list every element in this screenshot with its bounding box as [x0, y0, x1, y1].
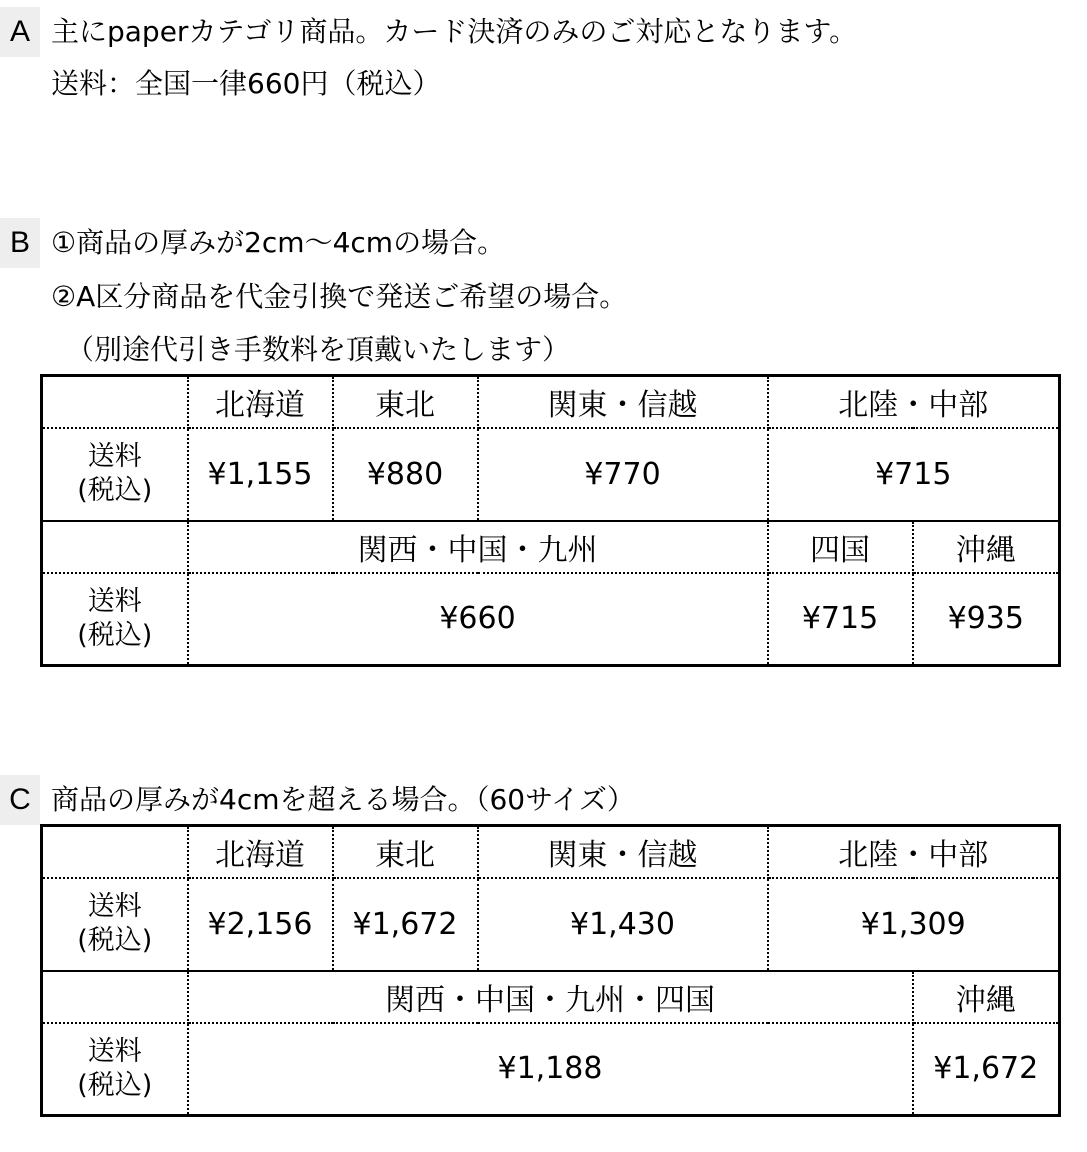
table-row — [42, 376, 1060, 428]
empty-cell — [42, 971, 188, 1023]
price-kanto-shinetsu: ¥1,430 — [478, 878, 768, 971]
region-hokkaido: 北海道 — [188, 826, 333, 878]
region-okinawa: 沖縄 — [913, 521, 1060, 573]
section-b-line-2: ②A区分商品を代金引換で発送ご希望の場合。 — [51, 280, 628, 313]
empty-cell — [42, 521, 188, 573]
section-a-line-1: 主にpaperカテゴリ商品。カード決済のみのご対応となります。 — [51, 15, 858, 48]
shipping-fee-label: 送料 (税込) — [42, 1023, 188, 1116]
empty-cell — [42, 376, 188, 428]
section-b-label: B — [0, 218, 40, 268]
section-b-line-3: （別途代引き手数料を頂戴いたします） — [66, 333, 571, 366]
shipping-fee-label: 送料 (税込) — [42, 878, 188, 971]
shipping-fee-label: 送料 (税込) — [42, 573, 188, 666]
empty-cell — [42, 826, 188, 878]
region-kanto-shinetsu: 関東・信越 — [478, 376, 768, 428]
region-kansai-chugoku-kyushu: 関西・中国・九州 — [188, 521, 768, 573]
price-tohoku: ¥880 — [333, 428, 478, 521]
shipping-fee-label: 送料 (税込) — [42, 428, 188, 521]
price-okinawa: ¥935 — [947, 601, 1024, 637]
section-a-label: A — [0, 7, 40, 57]
price-kansai-chugoku-kyushu: ¥660 — [188, 573, 768, 666]
region-hokkaido: 北海道 — [188, 376, 333, 428]
price-hokkaido: ¥2,156 — [188, 878, 333, 971]
table-row — [42, 573, 1060, 666]
price-hokkaido: ¥1,155 — [188, 428, 333, 521]
price-hokuriku-chubu: ¥1,309 — [860, 906, 966, 942]
table-row — [42, 878, 1060, 971]
region-tohoku: 東北 — [333, 376, 478, 428]
section-c-label: C — [0, 775, 40, 825]
region-kanto-shinetsu: 関東・信越 — [478, 826, 768, 878]
price-hokuriku-chubu: ¥715 — [875, 456, 952, 492]
table-row — [42, 971, 1060, 1023]
price-okinawa: ¥1,672 — [933, 1051, 1039, 1087]
region-hokuriku-chubu: 北陸・中部 — [768, 376, 1060, 428]
table-row — [42, 826, 1060, 878]
table-row — [42, 428, 1060, 521]
table-row — [42, 521, 1060, 573]
price-tohoku: ¥1,672 — [333, 878, 478, 971]
section-c-line-1: 商品の厚みが4cmを超える場合。（60サイズ） — [51, 783, 635, 816]
price-kanto-shinetsu: ¥770 — [478, 428, 768, 521]
region-okinawa: 沖縄 — [913, 971, 1060, 1023]
region-kansai-chugoku-kyushu-shikoku: 関西・中国・九州・四国 — [188, 971, 913, 1023]
section-a-line-2: 送料：全国一律660円（税込） — [51, 67, 441, 100]
region-tohoku: 東北 — [333, 826, 478, 878]
section-b-line-1: ①商品の厚みが2cm〜4cmの場合。 — [51, 226, 506, 259]
region-shikoku: 四国 — [768, 521, 913, 573]
price-kansai-chugoku-kyushu-shikoku: ¥1,188 — [188, 1023, 913, 1116]
table-row — [42, 1023, 1060, 1116]
price-shikoku: ¥715 — [768, 573, 913, 666]
section-c-shipping-table — [40, 824, 1061, 1117]
section-b-shipping-table — [40, 374, 1061, 667]
region-hokuriku-chubu: 北陸・中部 — [768, 826, 1060, 878]
